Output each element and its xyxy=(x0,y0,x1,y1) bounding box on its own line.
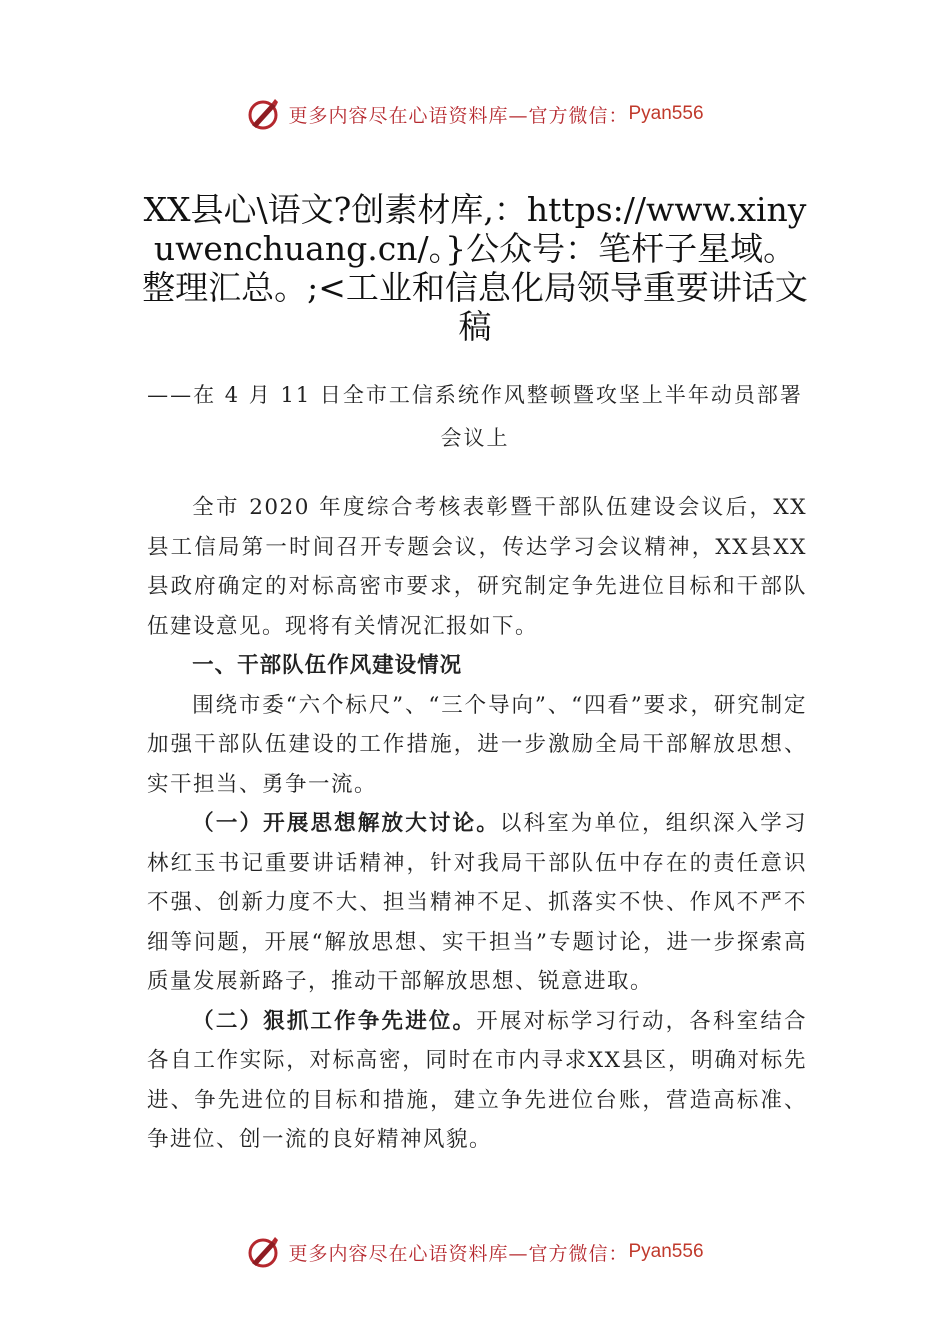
document-title: XX县心\语文?创素材库,：https://www.xinyuwenchuang.cn/。}公众号：笔杆子星域。整理汇总。;<工业和信息化局领导重要讲话文稿 xyxy=(142,190,808,346)
banner-wechat-id: Pyan556 xyxy=(628,1241,704,1262)
banner-text: 更多内容尽在心语资料库—官方微信： xyxy=(288,1242,629,1265)
item-2-lead: （二）狠抓工作争先进位。 xyxy=(192,1008,477,1034)
footer-banner xyxy=(0,1232,950,1272)
pen-logo-icon xyxy=(246,1235,280,1269)
section-heading: 一、干部队伍作风建设情况 xyxy=(192,653,463,678)
item-2-body: 开展对标学习行动，各科室结合各自工作实际，对标高密，同时在市内寻求XX县区，明确对标先进、争先进位的目标和措施，建立争先进位台账，营造高标准、争进位、创一流的良好精神风貌。 xyxy=(147,1008,807,1152)
document-body xyxy=(147,488,807,1160)
item-1-lead: （一）开展思想解放大讨论。 xyxy=(192,811,500,836)
paragraph-section-intro: 围绕市委“六个标尺”、“三个导向”、“四看”要求，研究制定加强干部队伍建设的工作措施，进一步激励全局干部解放思想、实干担当、勇争一流。 xyxy=(147,692,807,797)
header-banner xyxy=(0,94,950,134)
banner-text: 更多内容尽在心语资料库—官方微信： xyxy=(288,104,629,127)
document-subtitle: ——在 4 月 11 日全市工信系统作风整顿暨攻坚上半年动员部署会议上 xyxy=(147,383,803,450)
pen-logo-icon xyxy=(246,97,280,131)
banner-wechat-id: Pyan556 xyxy=(628,103,704,124)
paragraph-intro: 全市 2020 年度综合考核表彰暨干部队伍建设会议后，XX县工信局第一时间召开专题会议，传达学习会议精神，XX县XX县政府确定的对标高密市要求，研究制定争先进位目标和干部队伍建设意见。现将有关情况汇报如下。 xyxy=(147,495,807,639)
paragraph-item-1 xyxy=(147,804,807,1002)
paragraph-item-2 xyxy=(147,1002,807,1160)
item-1-body: 以科室为单位，组织深入学习林红玉书记重要讲话精神，针对我局干部队伍中存在的责任意识不强、创新力度不大、担当精神不足、抓落实不快、作风不严不细等问题，开展“解放思想、实干担当”专题讨论，进一步探索高质量发展新路子，推动干部解放思想、锐意进取。 xyxy=(147,811,807,994)
